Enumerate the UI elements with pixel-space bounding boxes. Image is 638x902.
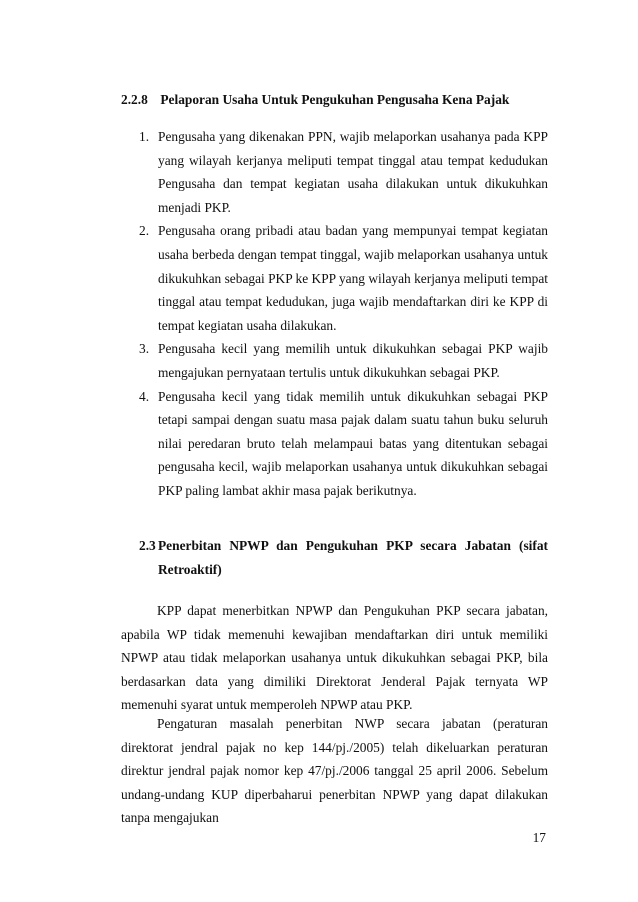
body-paragraph: KPP dapat menerbitkan NPWP dan Pengukuhan PKP secara jabatan, apabila WP tidak memenuhi kewajiban mendaftarkan diri untuk memiliki NPWP atau tidak melaporkan usahanya untuk dikukuhkan sebagai PKP, bila berdasarkan data yang dimiliki Direktorat Jenderal Pajak ternyata WP memenuhi syarat untuk memperoleh NPWP atau PKP. [121, 603, 548, 713]
list-item-text: Pengusaha kecil yang tidak memilih untuk dikukuhkan sebagai PKP tetapi sampai dengan suatu masa pajak dalam suatu tahun buku seluruh nilai peredaran bruto telah melampaui batas yang ditentukan sebagai pengusaha kecil, wajib melaporkan usahanya untuk dikukuhkan sebagai PKP paling lambat akhir masa pajak berikutnya. [158, 388, 548, 498]
list-item-text: Pengusaha orang pribadi atau badan yang mempunyai tempat kegiatan usaha berbeda dengan tempat tinggal, wajib melaporkan usahanya untuk dikukuhkan sebagai PKP ke KPP yang wilayah kerjanya meliputi tempat tinggal atau tempat kedudukan, juga wajib mendaftarkan diri ke KPP di tempat kegiatan usaha dilakukan. [158, 223, 548, 333]
subsection-title: Penerbitan NPWP dan Pengukuhan PKP secara Jabatan (sifat Retroaktif) [158, 538, 548, 577]
section-heading [121, 92, 509, 108]
list-item [139, 385, 548, 503]
subsection-number: 2.3 [139, 538, 156, 553]
list-item [139, 337, 548, 384]
section-number: 2.2.8 [121, 92, 148, 107]
list-item-text: Pengusaha yang dikenakan PPN, wajib melaporkan usahanya pada KPP yang wilayah kerjanya meliputi tempat tinggal atau tempat kedudukan Pengusaha dan tempat kegiatan usaha dilakukan untuk dikukuhkan menjadi PKP. [158, 129, 548, 215]
list-item [139, 125, 548, 219]
body-paragraph: Pengaturan masalah penerbitan NWP secara jabatan (peraturan direktorat jendral pajak no kep 144/pj./2005) telah dikeluarkan peraturan direktur jendral pajak nomor kep 47/pj./2006 tanggal 25 april 2006. Sebelum undang-undang KUP diperbaharui penerbitan NPWP yang dapat dilakukan tanpa mengajukan [121, 716, 548, 826]
page-number: 17 [532, 830, 546, 845]
list-marker: 2. [139, 223, 150, 239]
list-marker: 3. [139, 341, 150, 357]
list-marker: 4. [139, 388, 150, 404]
list-item [139, 219, 548, 337]
list-marker: 1. [139, 129, 150, 144]
list-item-text: Pengusaha kecil yang memilih untuk dikukuhkan sebagai PKP wajib mengajukan pernyataan tertulis untuk dikukuhkan sebagai PKP. [158, 341, 548, 380]
subsection-heading [139, 534, 548, 581]
section-title: Pelaporan Usaha Untuk Pengukuhan Pengusaha Kena Pajak [160, 92, 510, 107]
requirements-list [139, 125, 548, 503]
